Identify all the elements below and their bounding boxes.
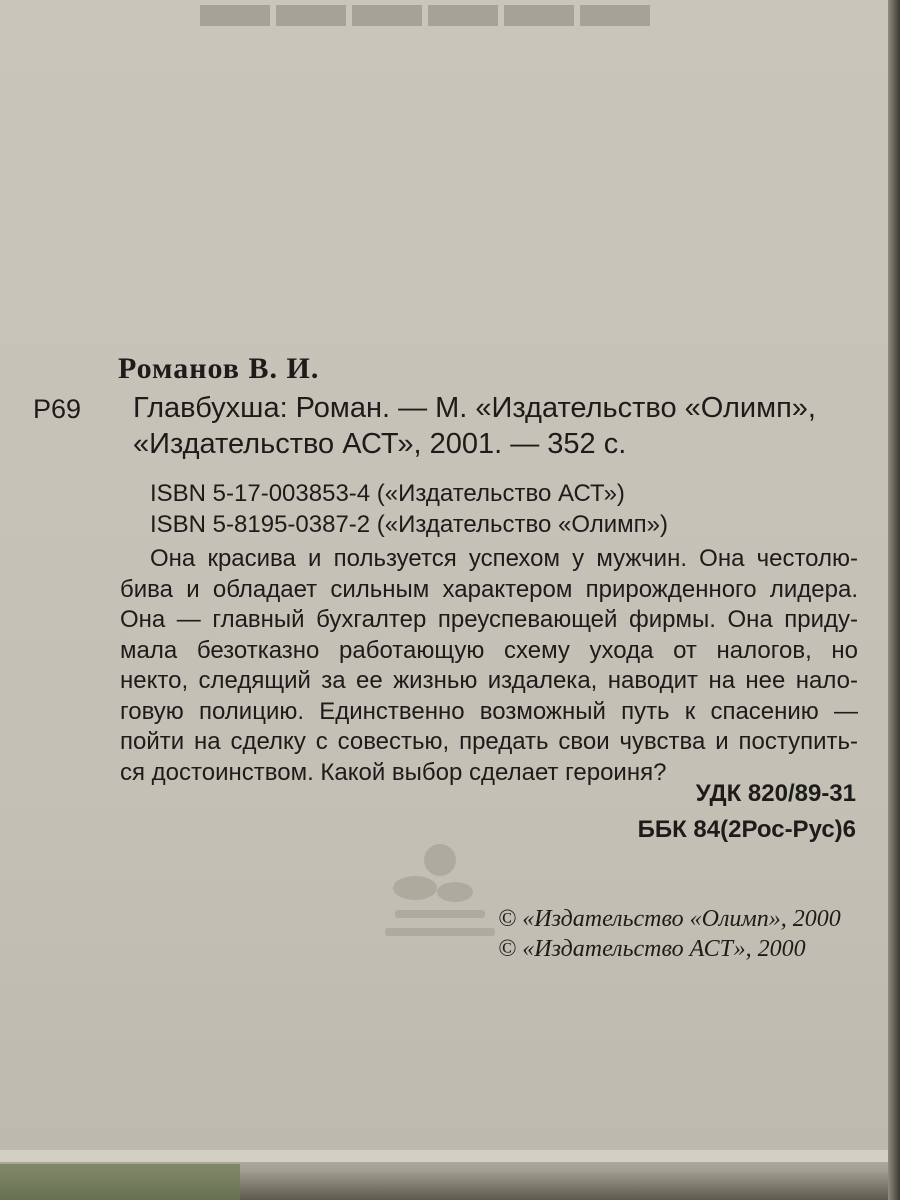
isbn-olimp: ISBN 5-8195-0387-2 («Издательство «Олимп»)	[150, 511, 668, 538]
publisher-logo-watermark	[355, 840, 505, 950]
bleed-through-text: ▬▬▬▬▬▬	[200, 0, 656, 41]
annotation-line: Она — главный бухгалтер преуспевающей фирмы. Она приду-	[120, 606, 858, 633]
bibliographic-title-line-2: «Издательство АСТ», 2001. — 352 с.	[133, 428, 627, 460]
annotation-line: пойти на сделку с совестью, предать свои чувства и поступить-	[120, 728, 858, 755]
annotation-paragraph	[120, 544, 858, 788]
bbk-code: ББК 84(2Рос-Рус)6	[637, 816, 856, 843]
isbn-ast: ISBN 5-17-003853-4 («Издательство АСТ»)	[150, 480, 625, 507]
annotation-line: Она красива и пользуется успехом у мужчин. Она честолю-	[150, 545, 858, 572]
annotation-line: говую полицию. Единственно возможный путь к спасению —	[120, 697, 858, 725]
copyright-olimp: © «Издательство «Олимп», 2000	[498, 906, 841, 932]
annotation-line: ся достоинством. Какой выбор сделает героиня?	[120, 758, 667, 786]
book-bottom-edge	[0, 1150, 900, 1200]
udk-code: УДК 820/89-31	[695, 780, 856, 807]
annotation-line: бива и обладает сильным характером прирожденного лидера.	[120, 575, 858, 603]
copyright-ast: © «Издательство АСТ», 2000	[498, 936, 806, 962]
author-name: Романов В. И.	[118, 352, 320, 385]
bibliographic-title-line-1: Главбухша: Роман. — М. «Издательство «Олимп»,	[133, 392, 816, 424]
book-right-edge	[888, 0, 900, 1200]
annotation-line: мала безотказно работающую схему ухода от налогов, но	[120, 636, 858, 664]
annotation-line: некто, следящий за ее жизнью издалека, наводит на нее нало-	[120, 667, 858, 694]
catalog-code: Р69	[33, 394, 82, 424]
